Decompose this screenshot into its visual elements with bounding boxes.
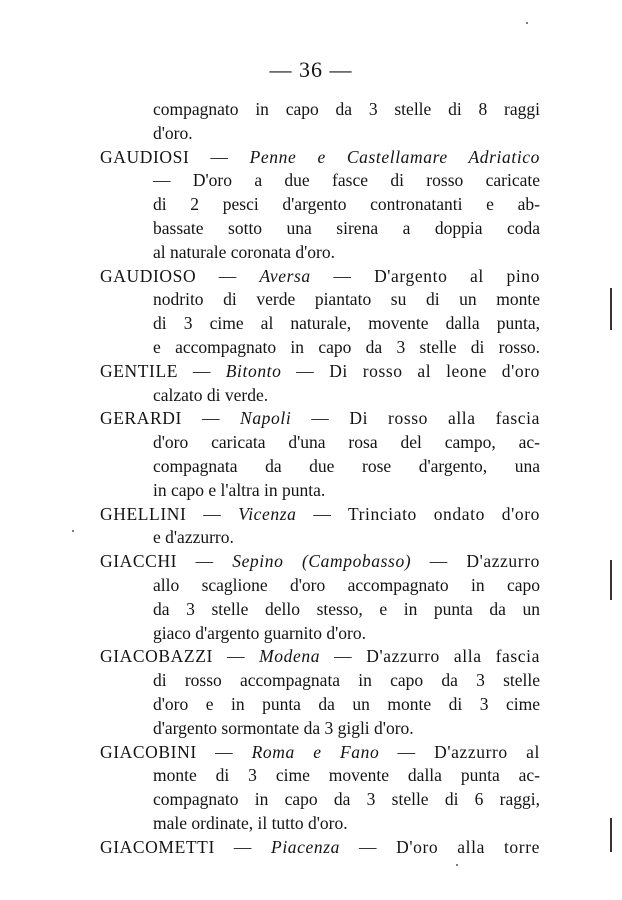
entry-heading-line <box>100 503 540 527</box>
line-text: — Di rosso alla fascia <box>291 408 541 429</box>
entry-text-line <box>153 193 540 217</box>
entry-text-line <box>153 717 540 741</box>
entry-text-line <box>153 574 540 598</box>
line-text: compagnata da due rose d'argento, una <box>153 455 540 476</box>
entry-text-line <box>153 669 540 693</box>
entry-text-line <box>153 788 540 812</box>
scan-mark <box>610 818 612 852</box>
entry-text-line <box>153 312 540 336</box>
entry-text-line <box>153 455 540 479</box>
entry-text-line <box>153 288 540 312</box>
line-text: GIACOBINI — <box>100 741 252 762</box>
place-name: Napoli <box>240 408 292 429</box>
line-text: e accompagnato in capo da 3 stelle di rosso. <box>153 336 540 357</box>
scan-speck <box>456 864 458 866</box>
entry-text-line <box>153 217 540 241</box>
line-text: d'oro caricata d'una rosa del campo, ac- <box>153 432 540 453</box>
line-text: d'argento sormontate da 3 gigli d'oro. <box>153 717 414 738</box>
entry-text-line <box>153 622 540 646</box>
line-text: e d'azzurro. <box>153 527 234 548</box>
line-text: in capo e l'altra in punta. <box>153 479 326 500</box>
line-text: di 3 cime al naturale, movente dalla punta, <box>153 313 540 334</box>
entry-text-line <box>153 693 540 717</box>
place-name: Penne e Castellamare Adriatico <box>249 146 540 167</box>
place-name: Vicenza <box>238 503 297 524</box>
line-text: GERARDI — <box>100 408 241 429</box>
line-text: GIACCHI — <box>100 551 233 572</box>
page-number: — 36 — <box>269 57 353 82</box>
line-text: di rosso accompagnata in capo da 3 stelle <box>153 670 540 691</box>
armorial-entries <box>100 98 540 860</box>
place-name: Piacenza <box>271 836 340 857</box>
place-name: Sepino (Campobasso) <box>232 551 412 572</box>
entry-text-line <box>153 812 540 836</box>
line-text: — D'oro alla torre <box>339 836 541 857</box>
line-text: — D'oro a due fasce di rosso caricate <box>153 170 540 191</box>
place-name: Bitonto <box>225 360 282 381</box>
line-text: d'oro e in punta da un monte di 3 cime <box>153 693 540 714</box>
line-text: — Di rosso al leone d'oro <box>281 360 540 381</box>
line-text: male ordinate, il tutto d'oro. <box>153 812 348 833</box>
line-text: GENTILE — <box>100 360 226 381</box>
entry-heading-line <box>100 407 540 431</box>
entry-text-line <box>153 336 540 360</box>
line-text: GHELLINI — <box>100 503 239 524</box>
line-text: al naturale coronata d'oro. <box>153 241 335 262</box>
entry-text-line <box>153 241 540 265</box>
line-text: — Trinciato ondato d'oro <box>296 503 540 524</box>
entry-heading-line <box>100 836 540 860</box>
entry-text-line <box>153 479 540 503</box>
line-text: calzato di verde. <box>153 384 269 405</box>
entry-heading-line <box>100 645 540 669</box>
entry-heading-line <box>100 265 540 289</box>
line-text: compagnato in capo da 3 stelle di 8 raggi <box>153 99 540 119</box>
line-text: giaco d'argento guarnito d'oro. <box>153 622 367 643</box>
line-text: GAUDIOSI — <box>100 146 250 167</box>
line-text: allo scaglione d'oro accompagnato in capo <box>153 574 540 595</box>
entry-heading-line <box>100 146 540 170</box>
entry-text-line <box>153 122 540 146</box>
entry-heading-line <box>100 741 540 765</box>
line-text: bassate sotto una sirena a doppia coda <box>153 217 540 238</box>
entry-text-line <box>153 98 540 122</box>
line-text: d'oro. <box>153 122 193 143</box>
line-text: GIACOBAZZI — <box>100 646 260 667</box>
line-text: — D'azzurro al <box>379 741 540 762</box>
line-text: — D'azzurro <box>411 551 540 572</box>
line-text: — D'argento al pino <box>310 265 540 286</box>
entry-heading-line <box>100 550 540 574</box>
place-name: Modena <box>259 646 321 667</box>
place-name: Roma e Fano <box>251 741 380 762</box>
entry-text-line <box>153 598 540 622</box>
line-text: monte di 3 cime movente dalla punta ac- <box>153 765 540 786</box>
line-text: da 3 stelle dello stesso, e in punta da un <box>153 598 540 619</box>
line-text: GIACOMETTI — <box>100 836 272 857</box>
line-text: compagnato in capo da 3 stelle di 6 raggi, <box>153 789 540 810</box>
entry-text-line <box>153 431 540 455</box>
scan-mark <box>610 288 612 330</box>
line-text: — D'azzurro alla fascia <box>320 646 541 667</box>
line-text: di 2 pesci d'argento contronatanti e ab- <box>153 194 540 215</box>
entry-text-line <box>153 526 540 550</box>
line-text: nodrito di verde piantato su di un monte <box>153 289 540 310</box>
line-text: GAUDIOSO — <box>100 265 260 286</box>
scan-speck <box>526 22 528 24</box>
scan-mark <box>610 560 612 600</box>
scan-speck <box>72 530 74 532</box>
entry-text-line <box>153 764 540 788</box>
entry-heading-line <box>100 360 540 384</box>
entry-text-line <box>153 384 540 408</box>
place-name: Aversa <box>259 265 311 286</box>
entry-text-line <box>153 169 540 193</box>
